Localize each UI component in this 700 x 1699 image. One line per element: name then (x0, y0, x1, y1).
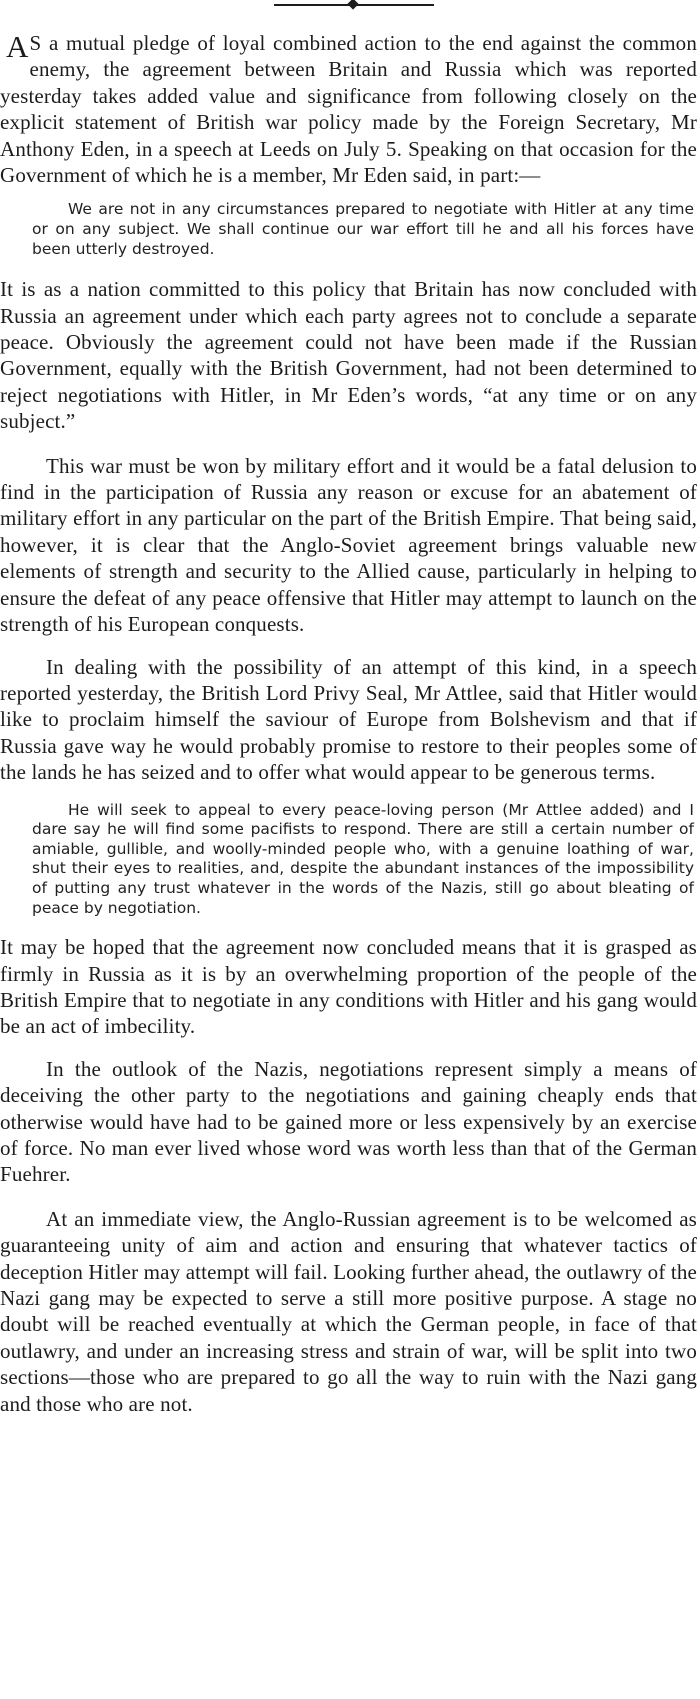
paragraph-5: It may be hoped that the agreement now concluded means that it is grasped as firmly in Russia as it is by an overwhelming proportion of the people of the British Empire that to negotiate in any conditions with Hitler and his gang would be an act of imbecility. (0, 935, 697, 1039)
paragraph-1 (0, 30, 700, 188)
block-quote-attlee: He will seek to appeal to every peace-loving person (Mr Attlee added) and I dare say he will find some pacifists to respond. There are still a certain number of amiable, gullible, and woolly-minded people who, with a genuine loathing of war, shut their eyes to realities, and, despite the abundant instances of the impossibility of putting any trust whatever in the words of the Nazis, still go about bleating of peace by negotiation. (32, 800, 694, 917)
divider-ornament-icon (347, 0, 358, 10)
paragraph-3: This war must be won by military effort and it would be a fatal delusion to find in the participation of Russia any reason or excuse for an abatement of military effort in any particular on the part of the British Empire. That being said, however, it is clear that the Anglo-Soviet agreement brings valuable new elements of strength and security to the Allied cause, particularly in helping to ensure the defeat of any peace offensive that Hitler may attempt to launch on the strength of his European conquests. (0, 453, 697, 637)
block-quote-eden: We are not in any circumstances prepared to negotiate with Hitler at any time or on any subject. We shall continue our war effort till he and all his forces have been utterly destroyed. (32, 200, 694, 258)
paragraph-2: It is as a nation committed to this policy that Britain has now concluded with Russia an agreement under which each party agrees not to conclude a separate peace. Obviously the agreement could not have been made if the Russian Government, equally with the British Government, had not been determined to reject negotiations with Hitler, in Mr Eden’s words, “at any time or on any subject.” (0, 277, 697, 434)
paragraph-7: At an immediate view, the Anglo-Russian agreement is to be welcomed as guaranteeing unity of aim and action and ensuring that whatever tactics of deception Hitler may attempt will fail. Looking further ahead, the outlawry of the Nazi gang may be expected to serve a still more positive purpose. A stage no doubt will be reached eventually at which the German people, in face of that outlawry, and under an increasing stress and strain of war, will be split into two sections—those who are prepared to go all the way to ruin with the Nazi gang and those who are not. (0, 1206, 697, 1416)
drop-cap: A (6, 29, 29, 64)
paragraph-4: In dealing with the possibility of an attempt of this kind, in a speech reported yesterday, the British Lord Privy Seal, Mr Attlee, said that Hitler would like to proclaim himself the saviour of Europe from Bolshevism and that if Russia gave way he would probably promise to restore to their peoples some of the lands he has seized and to offer what would appear to be generous terms. (0, 654, 697, 785)
paragraph-6: In the outlook of the Nazis, negotiations represent simply a means of deceiving the other party to the negotiations and gaining cheaply ends that otherwise would have had to be gained more or less expensively by an exercise of force. No man ever lived whose word was worth less than that of the German Fuehrer. (0, 1056, 697, 1187)
paragraph-1-text: S a mutual pledge of loyal combined action to the end against the common enemy, the agreement between Britain and Russia which was reported yesterday takes added value and significance from following closely on the explicit statement of British war policy made by the Foreign Secretary, Mr Anthony Eden, in a speech at Leeds on July 5. Speaking on that occasion for the Government of which he is a member, Mr Eden said, in part:— (0, 31, 697, 188)
